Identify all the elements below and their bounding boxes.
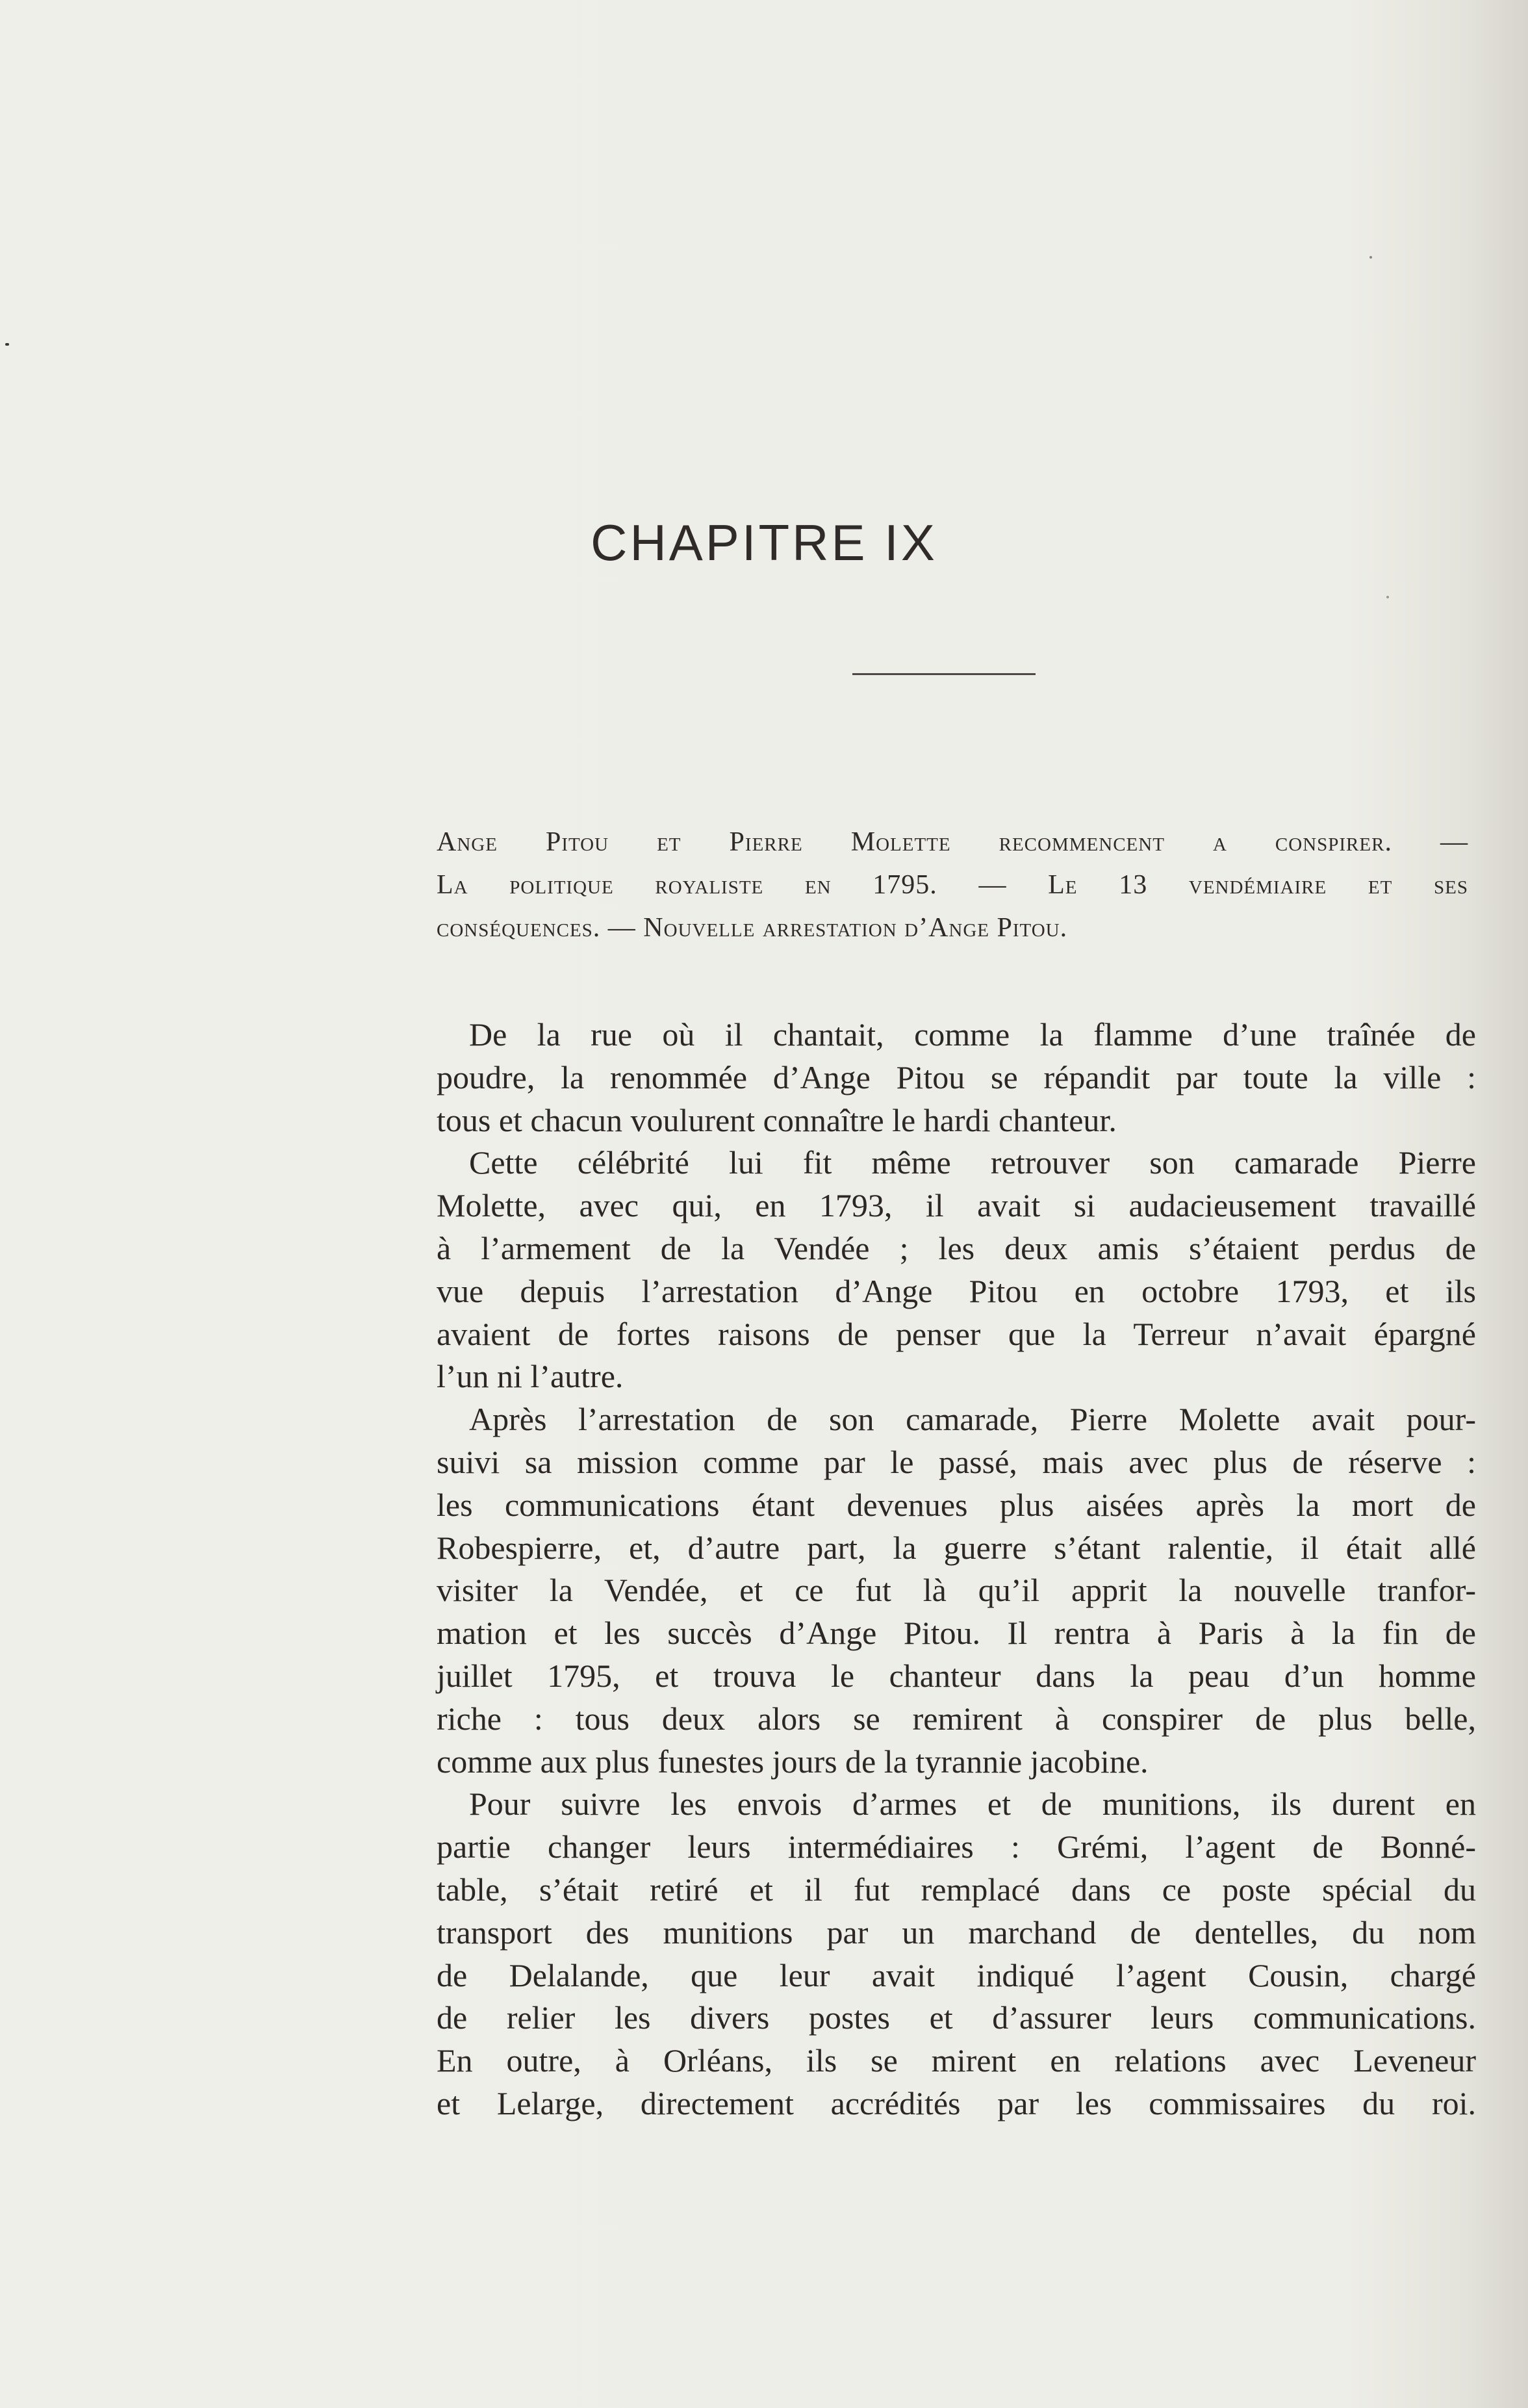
body-text [437,1014,1476,2125]
text-line: table, s’était retiré et il fut remplacé dans ce poste spécial du [437,1871,1476,1908]
text-line: poudre, la renommée d’Ange Pitou se répandit par toute la ville : [437,1058,1476,1095]
text-line: de relier les divers postes et d’assurer leurs communications. [437,1999,1476,2036]
text-line: Robespierre, et, d’autre part, la guerre s’étant ralentie, il était allé [437,1529,1476,1566]
summary-line: La politique royaliste en 1795. — Le 13 vendémiaire et ses [437,870,1468,900]
text-line: l’un ni l’autre. [437,1358,624,1395]
text-line: de Delalande, que leur avait indiqué l’agent Cousin, chargé [437,1956,1476,1993]
paper-speck [1369,256,1372,259]
text-line: Molette, avec qui, en 1793, il avait si audacieusement travaillé [437,1187,1476,1224]
text-line: les communications étant devenues plus aisées après la mort de [437,1486,1476,1523]
text-line: partie changer leurs intermédiaires : Grémi, l’agent de Bonné- [437,1828,1476,1865]
chapter-title: CHAPITRE IX [591,514,937,571]
chapter-summary [437,821,1468,949]
text-line: Pour suivre les envois d’armes et de munitions, ils durent en [469,1786,1476,1823]
text-line: Cette célébrité lui fit même retrouver son camarade Pierre [469,1144,1476,1181]
text-line: comme aux plus funestes jours de la tyrannie jacobine. [437,1743,1149,1780]
text-line: Après l’arrestation de son camarade, Pierre Molette avait pour- [469,1401,1476,1438]
text-line: avaient de fortes raisons de penser que la Terreur n’avait épargné [437,1315,1476,1352]
text-line: suivi sa mission comme par le passé, mais avec plus de réserve : [437,1443,1476,1480]
paper-speck [1386,596,1389,598]
text-line: mation et les succès d’Ange Pitou. Il rentra à Paris à la fin de [437,1615,1476,1652]
text-line: vue depuis l’arrestation d’Ange Pitou en octobre 1793, et ils [437,1272,1476,1309]
text-line: transport des munitions par un marchand de dentelles, du nom [437,1914,1476,1951]
text-line: tous et chacun voulurent connaître le hardi chanteur. [437,1101,1117,1138]
summary-line: conséquences. — Nouvelle arrestation d’Ange Pitou. [437,913,1068,943]
text-line: De la rue où il chantait, comme la flamme d’une traînée de [469,1016,1476,1053]
paper-speck [5,343,9,346]
text-line: En outre, à Orléans, ils se mirent en relations avec Leveneur [437,2042,1476,2079]
text-line: visiter la Vendée, et ce fut là qu’il apprit la nouvelle tranfor- [437,1572,1476,1609]
title-rule [852,673,1036,675]
text-line: juillet 1795, et trouva le chanteur dans la peau d’un homme [437,1657,1476,1694]
summary-line: Ange Pitou et Pierre Molette recommencent a conspirer. — [437,827,1468,857]
text-line: et Lelarge, directement accrédités par les commissaires du roi. [437,2084,1476,2121]
text-line: à l’armement de la Vendée ; les deux amis s’étaient perdus de [437,1229,1476,1266]
text-line: riche : tous deux alors se remirent à conspirer de plus belle, [437,1700,1476,1737]
